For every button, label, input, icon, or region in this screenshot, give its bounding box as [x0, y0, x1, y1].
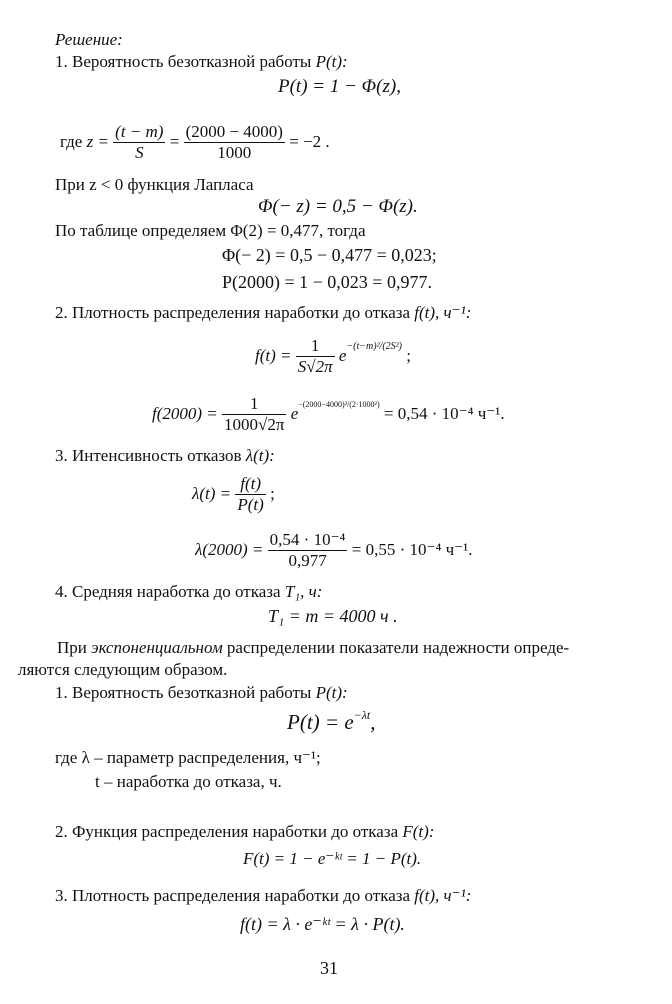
z-formula: где z = $\frac{(t - m)}{S}$ = $\frac{(2000 - 4000)}{1000}$ = −2 .: [60, 122, 330, 163]
f2000-exponent: −(2000−4000)²/(2·1000²): [298, 399, 380, 409]
s3-title: 3. Интенсивность отказов λ(t):: [55, 446, 275, 465]
e-where-2: t – наработка до отказа, ч.: [95, 772, 282, 791]
lambda-fraction: $\frac{f(t)}{P(t)}$: [237, 474, 264, 515]
exp-intro-line2: ляются следующим образом.: [18, 660, 228, 679]
s4-symbol: T₁, ч:: [284, 582, 323, 601]
e2-formula: F(t) = 1 − e⁻ᵏᵗ = 1 − P(t).: [243, 849, 422, 868]
table-text: По таблице определяем Φ(2) = 0,477, тогда: [55, 221, 366, 240]
z-fraction-1: $\frac{(t - m)}{S}$: [115, 122, 164, 163]
s2-symbol: f(t), ч⁻¹:: [414, 303, 472, 322]
e-where-1: где λ – параметр распределения, ч⁻¹;: [55, 748, 321, 767]
p-calc: P(2000) = 1 − 0,023 = 0,977.: [222, 272, 432, 292]
e1-symbol: P(t):: [315, 683, 348, 702]
z-fraction-2: $\frac{(2000 - 4000)}{1000}$: [185, 122, 283, 163]
page-number: 31: [320, 958, 338, 978]
lambda-formula: λ(t) = $\frac{f(t)}{P(t)}$ ;: [192, 474, 275, 515]
e2-symbol: F(t):: [402, 822, 435, 841]
lambda2000-formula: λ(2000) = $\frac{\text{0,54 · 10⁻⁴}}{0,977}$ = 0,55 · 10⁻⁴ ч⁻¹.: [195, 530, 473, 571]
exp-intro-line1: При экспоненциальном распределении показатели надежности опреде-: [57, 638, 570, 657]
s3-symbol: λ(t):: [245, 446, 275, 465]
e1-formula: $P(t) = e^{-\lambda t}$,: [287, 708, 376, 734]
laplace-text: При z < 0 функция Лапласа: [55, 175, 254, 194]
f2000-fraction: $\frac{1}{1000√2\pi}$: [224, 394, 285, 435]
s1-formula: P(t) = 1 − Φ(z),: [278, 76, 401, 97]
s1-symbol: P(t):: [315, 52, 348, 71]
s4-title: 4. Средняя наработка до отказа T₁, ч:: [55, 582, 323, 601]
f-exponent: −(t−m)²/(2S²): [346, 340, 402, 352]
s2-title: 2. Плотность распределения наработки до отказа f(t), ч⁻¹:: [55, 303, 472, 322]
e3-title: 3. Плотность распределения наработки до отказа f(t), ч⁻¹:: [55, 886, 472, 905]
laplace-formula: Φ(− z) = 0,5 − Φ(z).: [258, 196, 418, 217]
s1-title: 1. Вероятность безотказной работы P(t):: [55, 52, 348, 71]
e3-formula: f(t) = λ · e⁻ᵏᵗ = λ · P(t).: [240, 914, 405, 934]
t1-formula: T₁ = m = 4000 ч .: [268, 606, 398, 626]
e1-title: 1. Вероятность безотказной работы P(t):: [55, 683, 348, 702]
f-formula: f(t) = $\frac{1}{S√2\pi}$ $e^{-(t-m)^2/(2S^2)}$ ;: [255, 336, 411, 377]
phi-calc: Φ(− 2) = 0,5 − 0,477 = 0,023;: [222, 245, 437, 265]
lambda2000-fraction: $\frac{\text{0,54 · 10⁻⁴}}{0,977}$: [269, 530, 346, 571]
solution-heading: Решение:: [55, 30, 123, 49]
f2000-formula: f(2000) = $\frac{1}{1000√2\pi}$ $e^{-(2000-4000)^2/(2\cdot 1000^2)} = 0,54 \cdot 10^{-4}$ ч⁻¹.: [152, 394, 505, 435]
e3-symbol: f(t), ч⁻¹:: [414, 886, 472, 905]
f-fraction: $\frac{1}{S√2\pi}$: [297, 336, 333, 377]
e2-title: 2. Функция распределения наработки до отказа F(t):: [55, 822, 435, 841]
